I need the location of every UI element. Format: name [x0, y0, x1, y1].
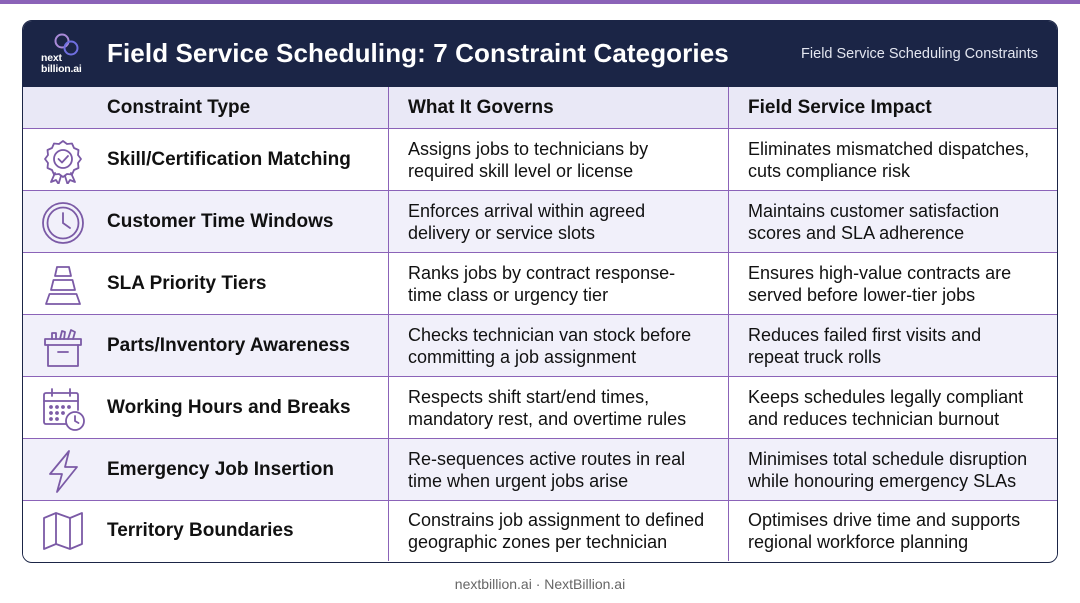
table-row-working-hours-type — [23, 377, 389, 439]
footer-credit: nextbillion.ai · NextBillion.ai — [454, 576, 626, 592]
governs-cell — [389, 439, 729, 501]
table-row-time-windows-type — [23, 191, 389, 253]
page-title: Field Service Scheduling: 7 Constraint Categories — [107, 38, 729, 68]
governs-text: Checks technician van stock before committing a job assignment — [408, 324, 692, 367]
impact-text: Maintains customer satisfaction scores and SLA adherence — [748, 200, 1000, 243]
impact-cell — [729, 315, 1057, 377]
impact-cell — [729, 439, 1057, 501]
card-header — [23, 21, 1057, 87]
constraint-type-label: Customer Time Windows — [107, 210, 334, 232]
impact-text: Reduces failed first visits and repeat truck rolls — [748, 324, 982, 367]
constraint-type-label: Emergency Job Insertion — [107, 458, 335, 480]
table-row-sla-tiers-type — [23, 253, 389, 315]
governs-cell — [389, 129, 729, 191]
logo-text: next billion.ai — [41, 52, 82, 75]
governs-cell — [389, 501, 729, 561]
governs-text: Re-sequences active routes in real time when urgent jobs arise — [408, 448, 686, 491]
constraint-type-label: SLA Priority Tiers — [107, 272, 267, 294]
impact-cell — [729, 129, 1057, 191]
constraint-type-label: Parts/Inventory Awareness — [107, 334, 350, 356]
constraints-card — [22, 20, 1058, 563]
column-header-what-it-governs: What It Governs — [389, 87, 729, 129]
table-row-territory-type — [23, 501, 389, 561]
impact-text: Optimises drive time and supports regional workforce planning — [748, 510, 1021, 552]
impact-cell — [729, 377, 1057, 439]
impact-text: Minimises total schedule disruption while honouring emergency SLAs — [748, 448, 1028, 491]
impact-cell — [729, 191, 1057, 253]
governs-cell — [389, 315, 729, 377]
lightning-icon — [40, 448, 86, 494]
clock-icon — [40, 200, 86, 246]
map-icon — [40, 508, 86, 554]
column-header-field-service-impact: Field Service Impact — [729, 87, 1057, 129]
badge-check-icon — [40, 138, 86, 184]
nextbillion-logo — [41, 32, 91, 78]
impact-cell — [729, 501, 1057, 561]
governs-cell — [389, 253, 729, 315]
column-header-constraint-type: Constraint Type — [23, 87, 389, 129]
impact-text: Keeps schedules legally compliant and reduces technician burnout — [748, 386, 1024, 429]
page-subtitle: Field Service Scheduling Constraints — [801, 46, 1038, 62]
parts-box-icon — [40, 324, 86, 370]
table-row-emergency-type — [23, 439, 389, 501]
constraint-type-label: Skill/Certification Matching — [107, 148, 351, 170]
table-row-skill-type — [23, 129, 389, 191]
governs-cell — [389, 377, 729, 439]
top-accent-strip — [0, 0, 1080, 4]
impact-text: Eliminates mismatched dispatches, cuts compliance risk — [748, 138, 1030, 181]
impact-cell — [729, 253, 1057, 315]
governs-text: Respects shift start/end times, mandatory rest, and overtime rules — [408, 386, 687, 429]
governs-text: Enforces arrival within agreed delivery or service slots — [408, 200, 646, 243]
governs-text: Ranks jobs by contract response- time class or urgency tier — [408, 262, 676, 305]
governs-cell — [389, 191, 729, 253]
table-row-parts-type — [23, 315, 389, 377]
calendar-clock-icon — [40, 386, 86, 432]
constraints-table — [23, 87, 1057, 561]
constraint-type-label: Territory Boundaries — [107, 520, 294, 541]
governs-text: Assigns jobs to technicians by required skill level or license — [408, 138, 649, 181]
impact-text: Ensures high-value contracts are served before lower-tier jobs — [748, 262, 1012, 305]
pyramid-tiers-icon — [40, 262, 86, 308]
governs-text: Constrains job assignment to defined geographic zones per technician — [408, 510, 705, 552]
constraint-type-label: Working Hours and Breaks — [107, 396, 351, 418]
